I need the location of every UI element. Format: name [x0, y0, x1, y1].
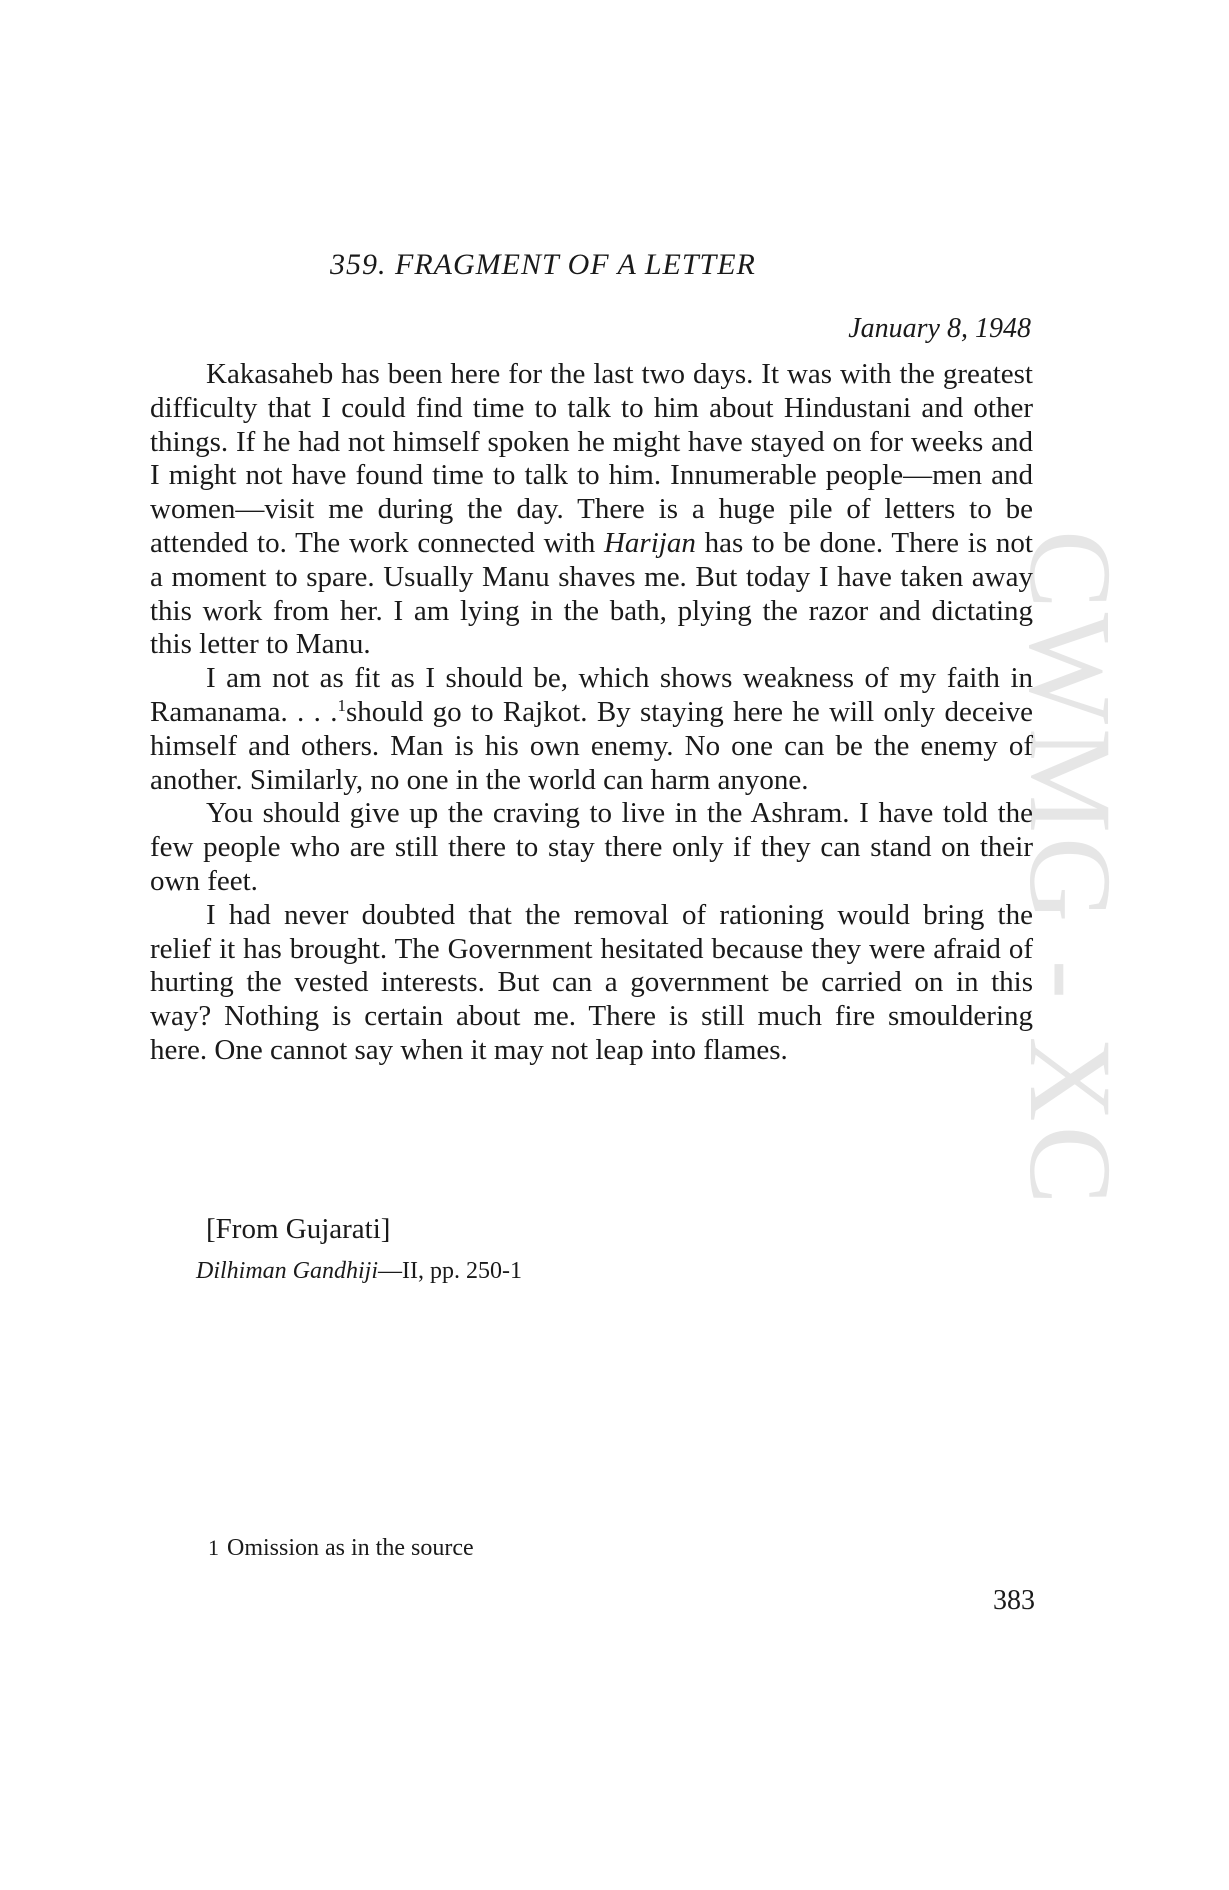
letter-body [150, 358, 1033, 1068]
paragraph-1-end: has to be done. There is not a moment to spare. Usually Manu shaves me. But today I have taken away this work from her. I am lying in the bath, plying the razor and dictating this letter to Manu. [150, 526, 1033, 661]
footnote-number: 1 [208, 1535, 219, 1560]
footnote [208, 1535, 474, 1562]
paragraph-1 [150, 358, 1033, 662]
footnote-text: Omission as in the source [227, 1535, 474, 1561]
paragraph-2-end: should go to Rajkot. By staying here he will only deceive himself and others. Man is his own enemy. No one can be the enemy of another. Similarly, no one in the world can harm anyone. [150, 695, 1033, 796]
paragraph-2 [150, 662, 1033, 797]
harijan-title: Harijan [603, 526, 696, 559]
letter-date: January 8, 1948 [848, 313, 1031, 344]
citation-title: Dilhiman Gandhiji [196, 1258, 379, 1284]
page-number: 383 [993, 1585, 1035, 1616]
paragraph-1-text: Kakasaheb has been here for the last two days. It was with the greatest difficulty that I could find time to talk to him about Hindustani and other things. If he had not himself spoken he might have stayed on for weeks and I might not have found time to talk to him. Innumerable people—men and women—visit me during the day. There is a huge pile of letters to be attended to. The work connected with [150, 358, 1033, 559]
paragraph-3: You should give up the craving to live in the Ashram. I have told the few people who are still there to stay there only if they can stand on their own feet. [150, 797, 1033, 897]
footnote-marker: 1 [337, 695, 346, 715]
page-title: 359. FRAGMENT OF A LETTER [330, 248, 756, 281]
paragraph-4: I had never doubted that the removal of rationing would bring the relief it has brought. The Government hesitated because they were afraid of hurting the vested interests. But can a government be carried on in this way? Nothing is certain about me. There is still much fire smouldering here. One cannot say when it may not leap into flames. [150, 898, 1033, 1066]
paragraph-2-text: I am not as fit as I should be, which shows weakness of my faith in Ramanama. . . . [150, 662, 1033, 728]
watermark: CWMG - XC [1005, 530, 1136, 1209]
source-language-note: [From Gujarati] [206, 1213, 391, 1245]
citation-pages: —II, pp. 250-1 [378, 1258, 522, 1284]
source-citation [196, 1258, 522, 1285]
